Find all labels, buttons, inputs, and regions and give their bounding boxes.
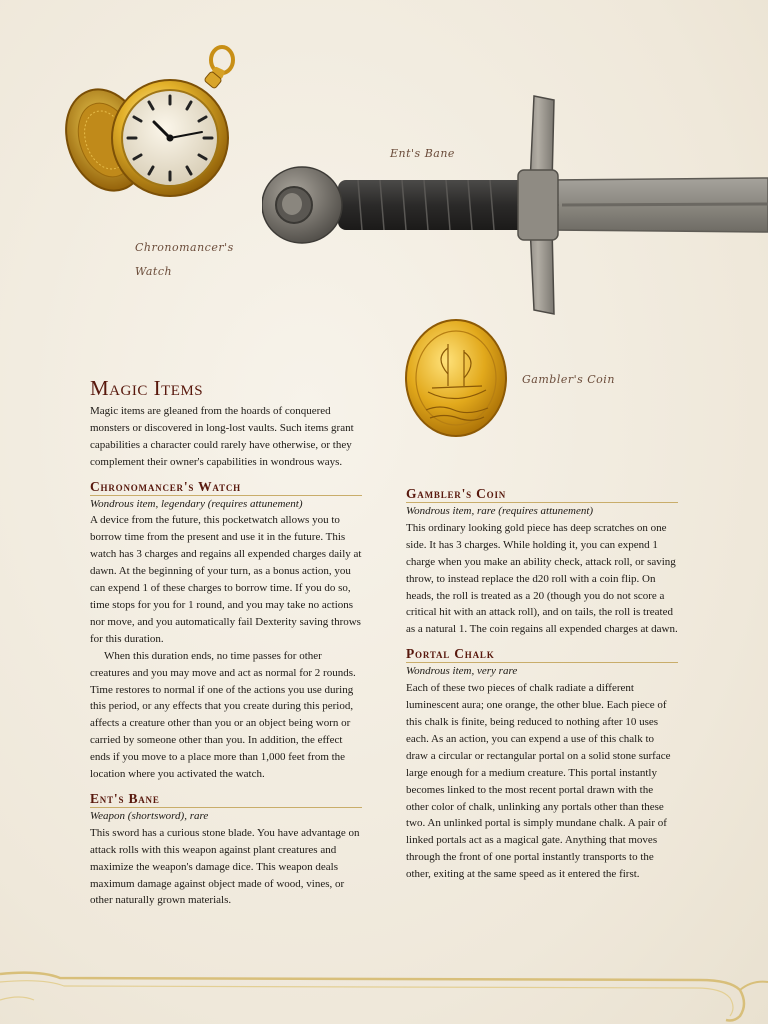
watch-caption-line-1: Chronomancer's [135, 241, 234, 254]
watch-paragraph-1: A device from the future, this pocketwatch allows you to borrow time from the present and use it in the future. This watch has 3 charges and regains all expended charges daily at dawn. At the beginning of your turn, as a bonus action, you can expend 1 of these charges to borrow time. If you do so, time stops for you for 1 round, and you may take no actions nor move, and you automatically fail Dexterity saving throws for this duration. [90, 514, 362, 645]
right-column [406, 486, 678, 883]
chalk-heading: Portal Chalk [406, 646, 678, 663]
sword-caption: Ent's Bane [390, 147, 455, 160]
watch-paragraph-2: When this duration ends, no time passes for other creatures and you may move and act as normal for 2 rounds. Time restores to normal if one of the actions you use during this period, or any effects that you create during this period, affects a creature other than you or an object being worn or carried by someone other than you. In addition, the effect ends if you move to a place more than 1,000 feet from the location where you activated the watch. [90, 649, 356, 781]
footer-ornament [0, 960, 768, 1024]
sword-heading: Ent's Bane [90, 791, 362, 808]
shortsword-illustration [262, 92, 768, 318]
watch-type: Wondrous item, legendary (requires attunement) [90, 497, 303, 510]
left-column [90, 376, 362, 909]
sword-type: Weapon (shortsword), rare [90, 809, 209, 822]
watch-caption [135, 236, 234, 284]
coin-type: Wondrous item, rare (requires attunement) [406, 505, 594, 517]
pocketwatch-illustration [62, 40, 242, 220]
watch-caption-line-2: Watch [135, 265, 173, 278]
chalk-type: Wondrous item, very rare [406, 665, 518, 678]
gold-coin-illustration [404, 318, 514, 440]
intro-paragraph: Magic items are gleaned from the hoards of conquered monsters or discovered in long-lost vaults. Such items grant capabilities a character could rarely have otherwise, or they complement their owner's capabilities in wondrous ways. [90, 404, 354, 468]
sword-paragraph: This sword has a curious stone blade. You have advantage on attack rolls with this weapon against plant creatures and maximize the weapon's damage dice. This weapon deals maximum damage against object made of wood, vines, or other naturally grown materials. [90, 826, 360, 907]
watch-heading: Chronomancer's Watch [90, 479, 362, 496]
section-title: Magic Items [90, 376, 204, 400]
coin-caption: Gambler's Coin [522, 373, 615, 386]
coin-heading: Gambler's Coin [406, 486, 678, 503]
chalk-paragraph: Each of these two pieces of chalk radiate a different luminescent aura; one orange, the other blue. Each piece of this chalk is finite, being reduced to nothing after 10 uses each. As an action, you can expend a use of this chalk to draw a circular or rectangular portal on a solid stone surface large enough for a medium creature. This portal instantly becomes linked to the most recent portal drawn with the other color of chalk, unlinking any portals other than these two. An unlinked portal is simply mundane chalk. A pair of linked portals act as a magical gate. Anything that moves through the front of one portal instantly transports to the other, exiting at the same speed as it entered the first. [406, 682, 671, 881]
coin-paragraph: This ordinary looking gold piece has deep scratches on one side. It has 3 charges. While holding it, you can expend 1 charge when you make an ability check, attack roll, or saving throw, to instead replace the d20 roll with a coin flip. On heads, the roll is treated as a 20 (though you do not score a critical hit with an attack roll), and on tails, the roll is treated as a natural 1. The coin regains all expended charges at dawn. [406, 521, 678, 636]
